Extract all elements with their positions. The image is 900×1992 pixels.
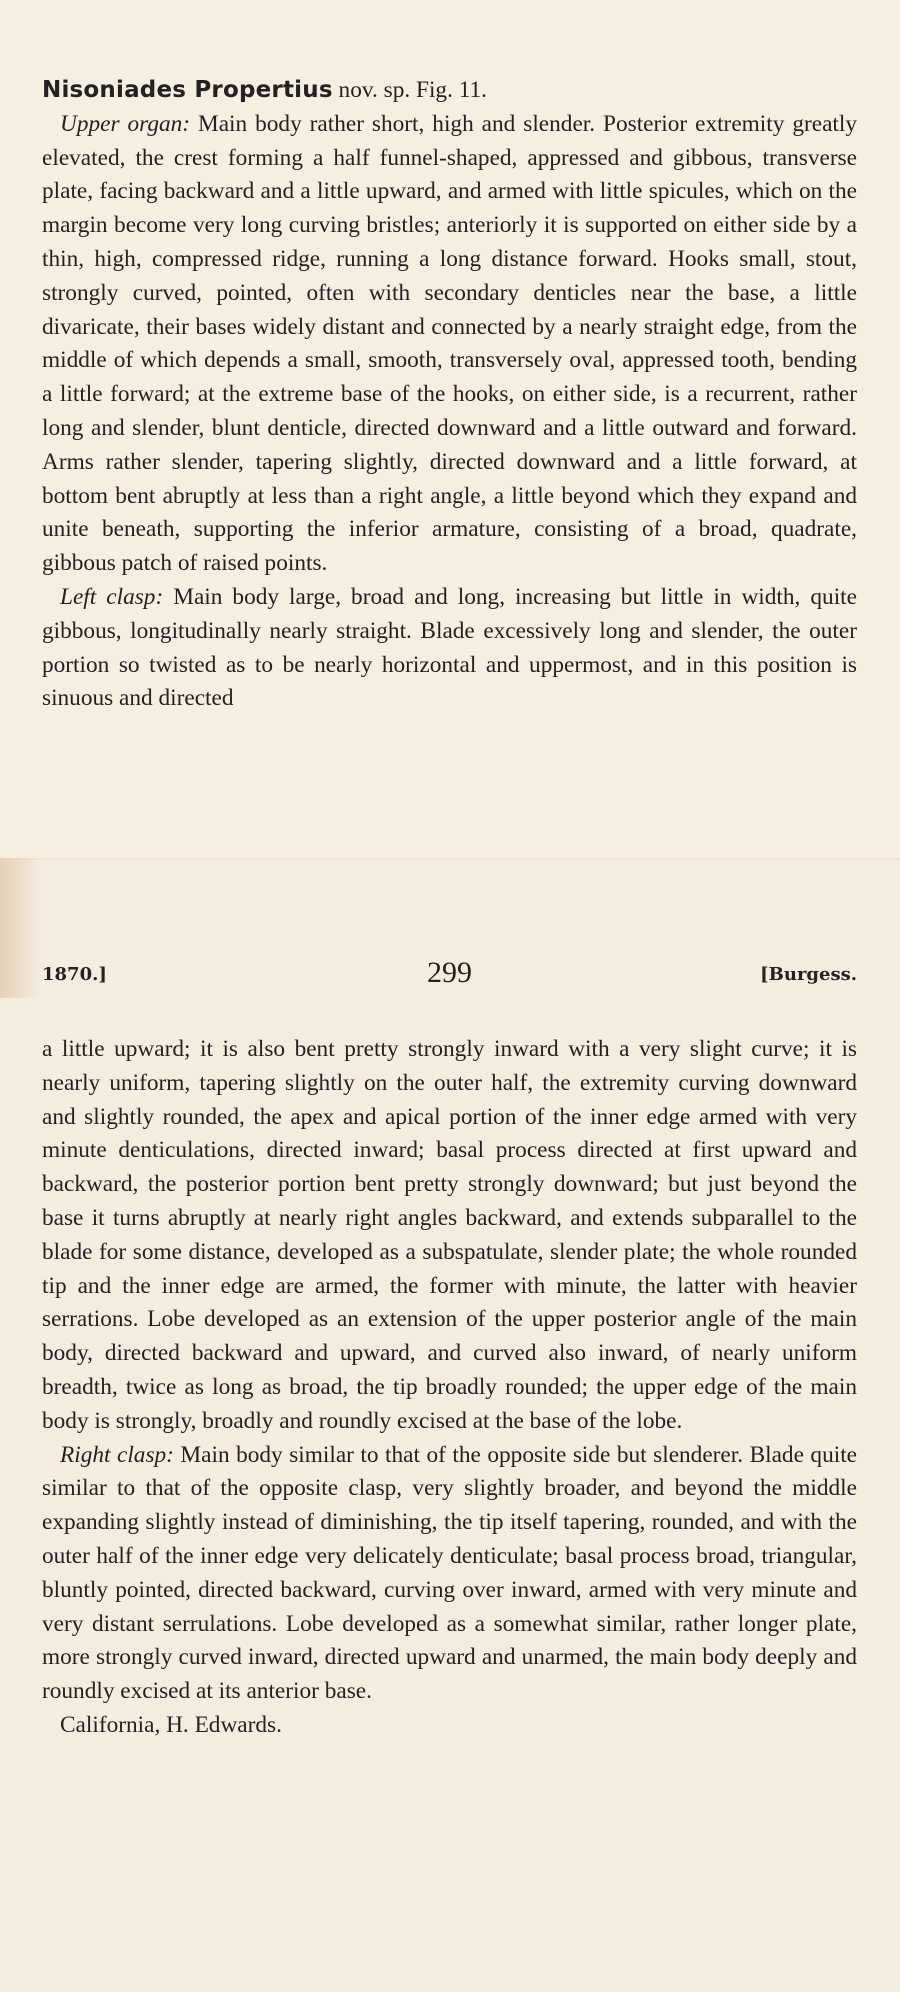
species-heading [42, 74, 857, 108]
upper-text-block [42, 74, 857, 716]
page-number: 299 [427, 956, 472, 989]
header-author: [Burgess. [760, 964, 857, 985]
page-header [42, 958, 857, 998]
left-clasp-paragraph [42, 581, 857, 716]
left-clasp-label: Left clasp: [60, 583, 164, 610]
species-title: Nisoniades Propertius [42, 77, 333, 103]
upper-organ-text: Main body rather short, high and slender. Posterior extremity greatly elevated, the crest forming a half funnel-shaped, appressed and gibbous, transverse plate, facing backward and a little upward, and armed with little spicules, which on the margin become very long curving bristles; anteriorly it is supported on either side by a thin, high, compressed ridge, running a long distance forward. Hooks small, stout, strongly curved, pointed, often with secondary denticles near the base, a little divaricate, their bases widely distant and connected by a nearly straight edge, from the middle of which depends a small, smooth, transversely oval, appressed tooth, bending a little forward; at the extreme base of the hooks, on either side, is a recurrent, rather long and slender, blunt denticle, directed downward and a little outward and forward. Arms rather slender, tapering slightly, directed downward and a little forward, at bottom bent abruptly at less than a right angle, a little beyond which they expand and unite beneath, supporting the inferior armature, consisting of a broad, quadrate, gibbous patch of raised points. [42, 110, 858, 577]
header-year: 1870.] [42, 964, 107, 985]
right-clasp-text: Main body similar to that of the opposite side but slenderer. Blade quite similar to that of the opposite clasp, very slightly broader, and beyond the middle expanding slightly instead of diminishing, the tip itself tapering, rounded, and with the outer half of the inner edge very delicately denticulate; basal process broad, triangular, bluntly pointed, directed backward, curving over inward, armed with very minute and very distant serrulations. Lobe developed as a somewhat similar, rather longer plate, more strongly curved inward, directed upward and unarmed, the main body deeply and roundly excised at its anterior base. [42, 1441, 858, 1705]
upper-organ-label: Upper organ: [60, 110, 191, 137]
page-edge-shadow [0, 858, 40, 998]
continued-paragraph: a little upward; it is also bent pretty strongly inward with a very slight curve; it is nearly uniform, tapering slightly on the outer half, the extremity curving downward and slightly rounded, the apex and apical portion of the inner edge armed with very minute denticulations, directed inward; basal process directed at first upward and backward, the posterior portion bent pretty strongly downward; but just beyond the base it turns abruptly at nearly right angles backward, and extends subparallel to the blade for some distance, developed as a subspatulate, slender plate; the whole rounded tip and the inner edge are armed, the former with minute, the latter with heavier serrations. Lobe developed as an extension of the upper posterior angle of the main body, directed backward and upward, and curved also inward, of nearly uniform breadth, twice as long as broad, the tip broadly rounded; the upper edge of the main body is strongly, broadly and roundly excised at the base of the lobe. [42, 1036, 857, 1434]
lower-text-block [42, 1033, 857, 1743]
left-clasp-text: Main body large, broad and long, increasing but little in width, quite gibbous, longitudinally nearly straight. Blade excessively long and slender, the outer portion so twisted as to be nearly horizontal and uppermost, and in this position is sinuous and directed [42, 583, 857, 712]
upper-organ-paragraph [42, 108, 857, 581]
right-clasp-paragraph [42, 1439, 857, 1709]
right-clasp-label: Right clasp: [60, 1441, 174, 1468]
species-title-suffix: nov. sp. Fig. 11. [332, 77, 487, 103]
locality-line: California, H. Edwards. [60, 1711, 282, 1738]
